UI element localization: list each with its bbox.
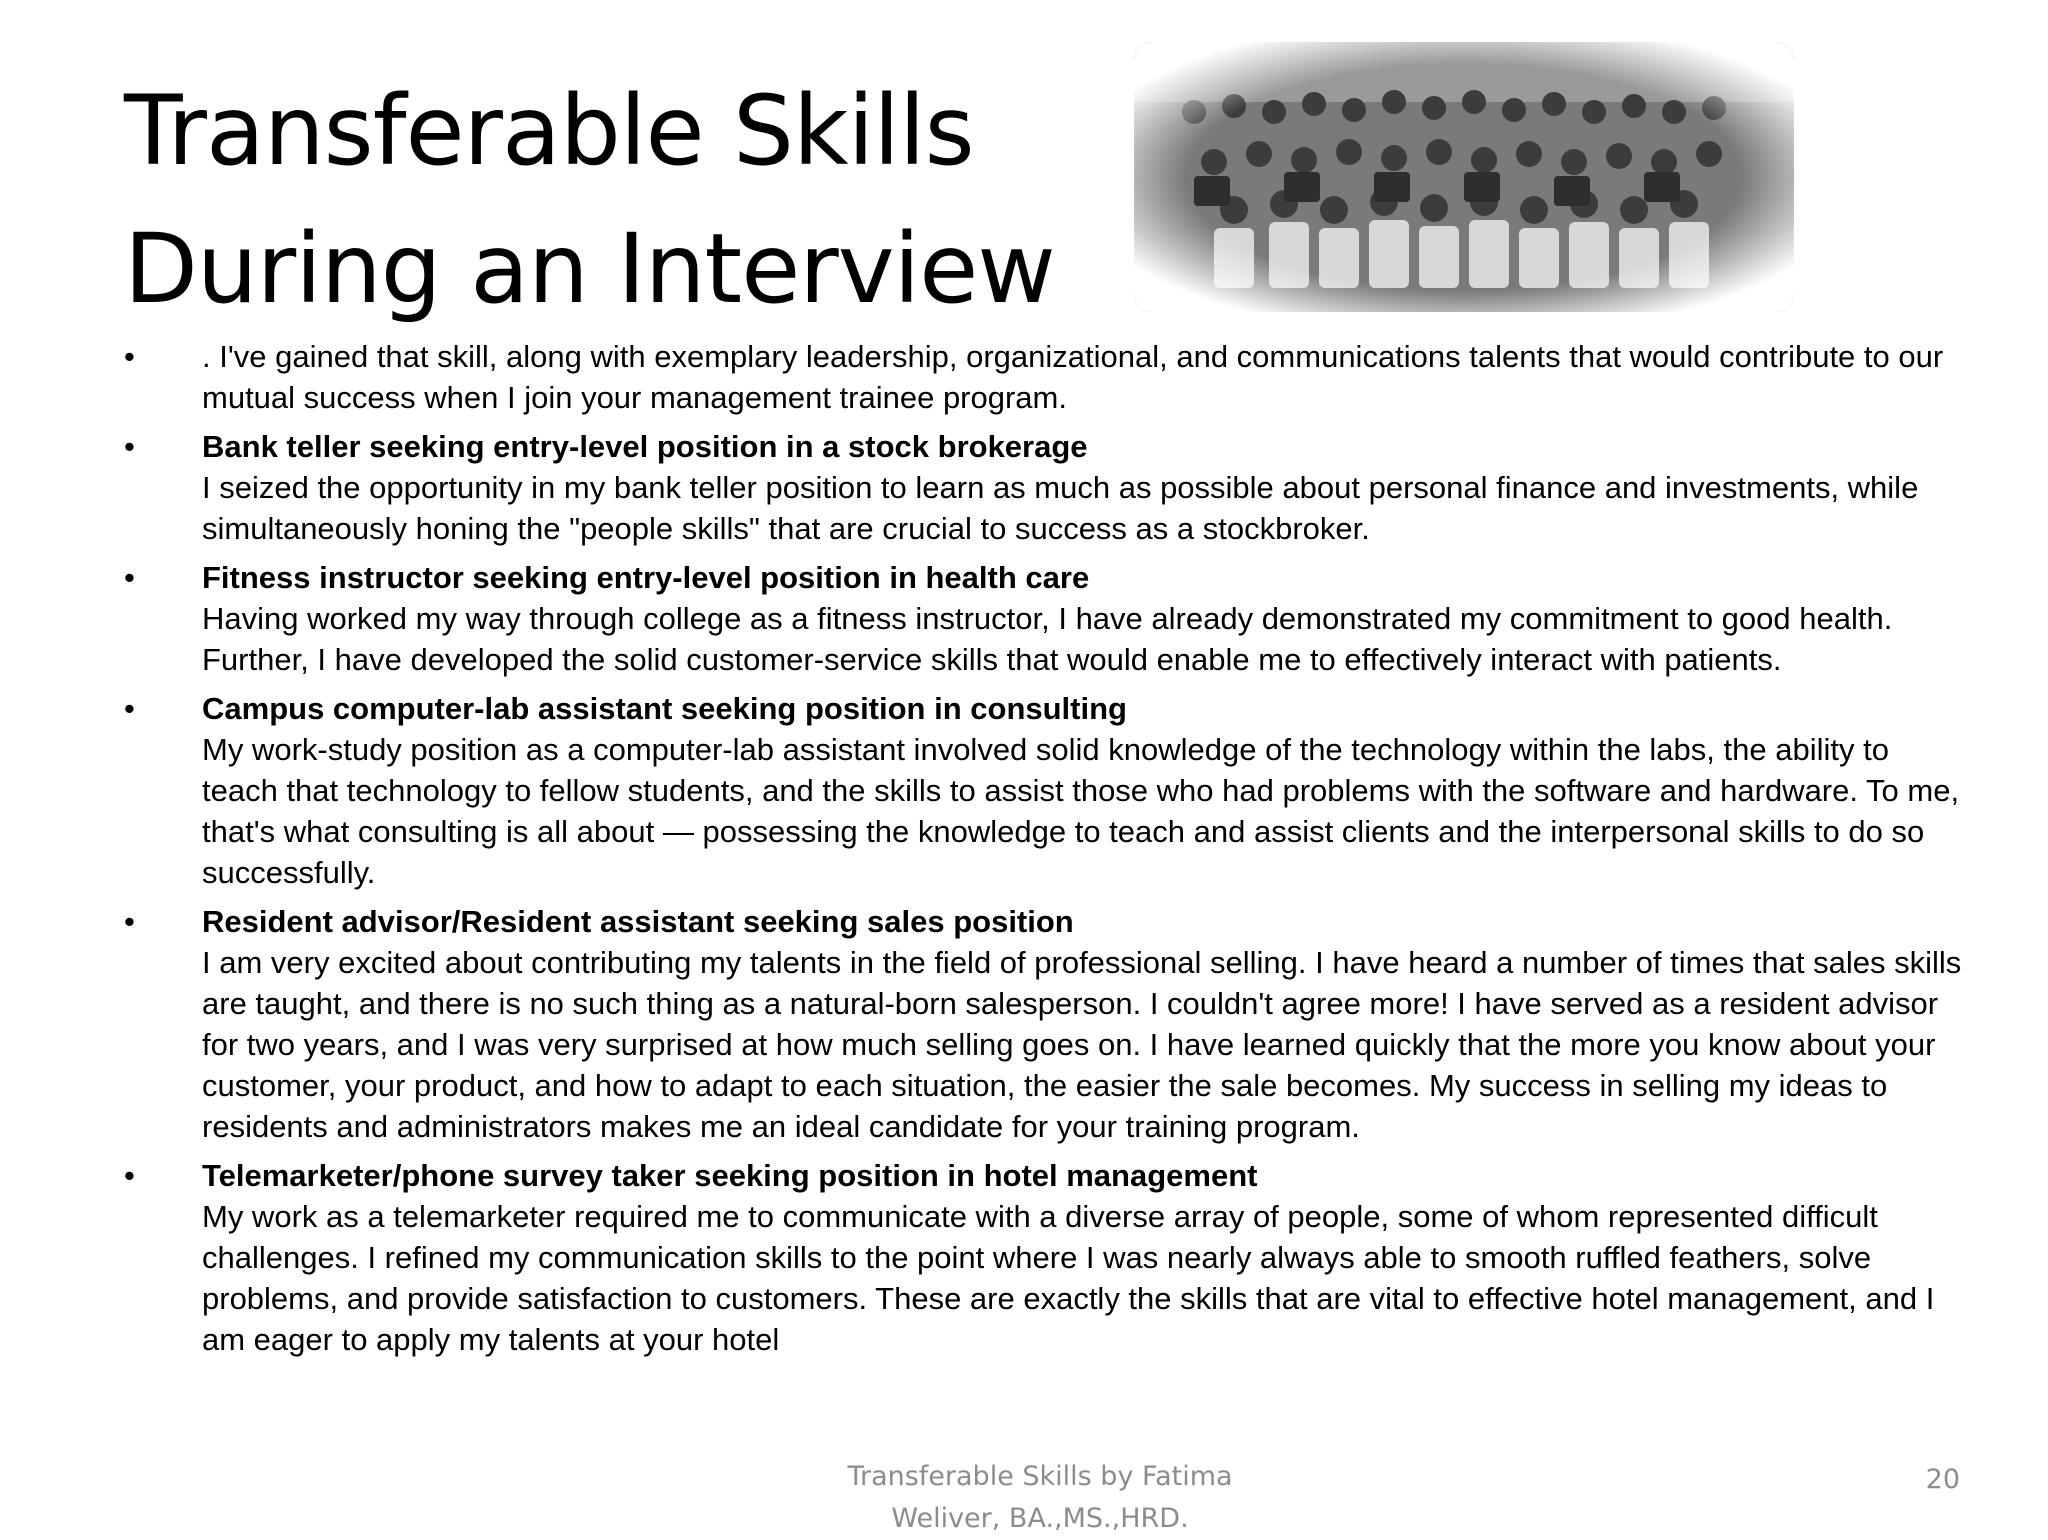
bullet-heading: Telemarketer/phone survey taker seeking position in hotel management [202, 1158, 1258, 1193]
bullet-heading: Bank teller seeking entry-level position in a stock brokerage [202, 429, 1088, 464]
bullet-marker: • [124, 560, 135, 595]
group-photo-image [1134, 42, 1794, 312]
bullet-text: Having worked my way through college as a fitness instructor, I have already demonstrated my commitment to good health. Further, I have developed the solid customer-service skills that would enable me to effectively interact with patients. [202, 601, 1893, 677]
slide-footer [820, 1456, 1260, 1540]
bullet-marker: • [124, 1158, 135, 1193]
title-line-1: Transferable Skills [124, 75, 974, 187]
group-photo [1134, 42, 1794, 312]
bullet-marker: • [124, 904, 135, 939]
list-item [124, 901, 1964, 1147]
title-line-2: During an Interview [124, 213, 1055, 325]
bullet-marker: • [124, 429, 135, 464]
list-item [124, 336, 1964, 418]
bullet-list [124, 336, 1964, 1368]
bullet-text: . I've gained that skill, along with exemplary leadership, organizational, and communications talents that would contribute to our mutual success when I join your management trainee program. [202, 339, 1944, 415]
list-item [124, 688, 1964, 893]
bullet-heading: Resident advisor/Resident assistant seeking sales position [202, 904, 1074, 939]
bullet-text: I am very excited about contributing my talents in the field of professional selling. I have heard a number of times that sales skills are taught, and there is no such thing as a natural-born salesperson. I couldn't agree more! I have served as a resident advisor for two years, and I was very surprised at how much selling goes on. I have learned quickly that the more you know about your customer, your product, and how to adapt to each situation, the easier the sale becomes. My success in selling my ideas to residents and administrators makes me an ideal candidate for your training program. [202, 945, 1962, 1144]
list-item [124, 1155, 1964, 1360]
list-item [124, 426, 1964, 549]
footer-line-1: Transferable Skills by Fatima [847, 1461, 1233, 1492]
bullet-text: I seized the opportunity in my bank teller position to learn as much as possible about personal finance and investments, while simultaneously honing the "people skills" that are crucial to success as a stockbroker. [202, 470, 1919, 546]
bullet-heading: Fitness instructor seeking entry-level position in health care [202, 560, 1090, 595]
bullet-heading: Campus computer-lab assistant seeking position in consulting [202, 691, 1127, 726]
bullet-text: My work as a telemarketer required me to communicate with a diverse array of people, some of whom represented difficult challenges. I refined my communication skills to the point where I was nearly always able to smooth ruffled feathers, solve problems, and provide satisfaction to customers. These are exactly the skills that are vital to effective hotel management, and I am eager to apply my talents at your hotel [202, 1199, 1935, 1357]
page-number: 20 [1925, 1464, 1960, 1495]
slide-title [124, 62, 1124, 338]
list-item [124, 557, 1964, 680]
bullet-marker: • [124, 339, 135, 374]
bullet-marker: • [124, 691, 135, 726]
footer-line-2: Weliver, BA.,MS.,HRD. [891, 1503, 1189, 1534]
bullet-text: My work-study position as a computer-lab assistant involved solid knowledge of the technology within the labs, the ability to teach that technology to fellow students, and the skills to assist those who had problems with the software and hardware. To me, that's what consulting is all about — possessing the knowledge to teach and assist clients and the interpersonal skills to do so successfully. [202, 732, 1960, 890]
